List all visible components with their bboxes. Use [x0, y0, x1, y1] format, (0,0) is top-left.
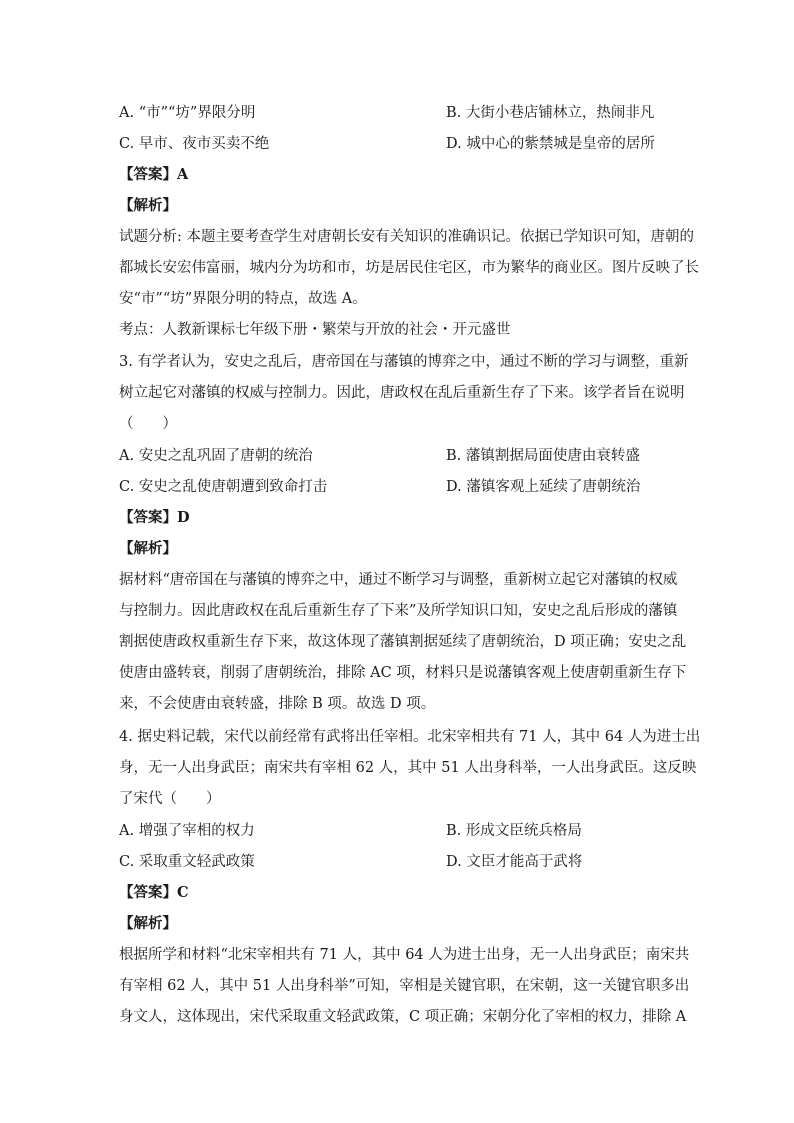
q3-analysis-label: 【解析】	[119, 540, 177, 557]
q4-analysis	[119, 940, 690, 1033]
q4-option-c: C. 采取重文轻武政策	[119, 854, 255, 870]
q2-answer: 【答案】A	[119, 166, 189, 183]
q4-stem-line: 了宋代（ ）	[119, 791, 221, 807]
q2-option-b: B. 大街小巷店铺林立，热闹非凡	[446, 105, 655, 121]
q3-stem-line: 树立起它对藩镇的权威与控制力。因此，唐政权在乱后重新生存了下来。该学者旨在说明	[119, 385, 685, 401]
q4-analysis-line: 根据所学和材料“北宋宰相共有 71 人，其中 64 人为进士出身，无一人出身武臣；南宋共	[119, 947, 690, 963]
q4-option-b: B. 形成文臣统兵格局	[446, 823, 582, 839]
q3-analysis-line: 割据使唐政权重新生存下来，故这体现了藩镇割据延续了唐朝统治，D 项正确；安史之乱	[119, 634, 687, 650]
q2-kaodian: 考点：人教新课标七年级下册・繁荣与开放的社会・开元盛世	[119, 322, 511, 338]
q2-option-d: D. 城中心的紫禁城是皇帝的居所	[446, 136, 655, 152]
q3-stem-line: 3. 有学者认为，安史之乱后，唐帝国在与藩镇的博弈之中，通过不断的学习与调整，重新	[119, 354, 689, 370]
q2-option-c: C. 早市、夜市买卖不绝	[119, 136, 270, 152]
q4-analysis-label: 【解析】	[119, 915, 177, 932]
q2-analysis-label: 【解析】	[119, 197, 177, 214]
q3-option-a: A. 安史之乱巩固了唐朝的统治	[119, 448, 313, 464]
q3-answer: 【答案】D	[119, 509, 190, 526]
q3-analysis-line: 据材料“唐帝国在与藩镇的博弈之中，通过不断学习与调整，重新树立起它对藩镇的权威	[119, 572, 678, 588]
q3-analysis-line: 使唐由盛转衰，削弱了唐朝统治，排除 AC 项，材料只是说藩镇客观上使唐朝重新生存下	[119, 665, 687, 681]
q3-option-b: B. 藩镇割据局面使唐由衰转盛	[446, 448, 640, 464]
q3-stem-line: （ ）	[119, 416, 177, 432]
q2-analysis-line: 试题分析: 本题主要考查学生对唐朝长安有关知识的准确识记。依据已学知识可知，唐朝的	[119, 229, 694, 245]
q4-option-d: D. 文臣才能高于武将	[446, 854, 583, 870]
q3-stem	[119, 347, 689, 440]
q4-answer: 【答案】C	[119, 884, 189, 901]
q3-option-d: D. 藩镇客观上延续了唐朝统治	[446, 479, 641, 495]
q4-stem-line: 身，无一人出身武臣；南宋共有宰相 62 人，其中 51 人出身科举，一人出身武臣。这反映	[119, 760, 697, 776]
q4-stem-line: 4. 据史料记载，宋代以前经常有武将出任宰相。北宋宰相共有 71 人，其中 64 人为进士出	[119, 729, 701, 745]
q4-option-a: A. 增强了宰相的权力	[119, 823, 255, 839]
q3-analysis-line: 来，不会使唐由衰转盛，排除 B 项。故选 D 项。	[119, 696, 436, 712]
q4-analysis-line: 身文人，这体现出，宋代采取重文轻武政策，C 项正确；宋朝分化了宰相的权力，排除 A	[119, 1009, 687, 1025]
q2-option-a: A. “市”“坊”界限分明	[119, 105, 256, 121]
q4-stem	[119, 722, 701, 815]
q4-analysis-line: 有宰相 62 人，其中 51 人出身科举”可知，宰相是关键官职，在宋朝，这一关键官职多出	[119, 978, 690, 994]
q2-analysis-line: 安“市”“坊”界限分明的特点，故选 A。	[119, 291, 367, 307]
q2-analysis-line: 都城长安宏伟富丽，城内分为坊和市，坊是居民住宅区，市为繁华的商业区。图片反映了长	[119, 260, 699, 276]
q3-option-c: C. 安史之乱使唐朝遭到致命打击	[119, 479, 328, 495]
q3-analysis-line: 与控制力。因此唐政权在乱后重新生存了下来”及所学知识口知，安史之乱后形成的藩镇	[119, 603, 678, 619]
q3-analysis	[119, 565, 687, 720]
q2-analysis	[119, 222, 699, 315]
